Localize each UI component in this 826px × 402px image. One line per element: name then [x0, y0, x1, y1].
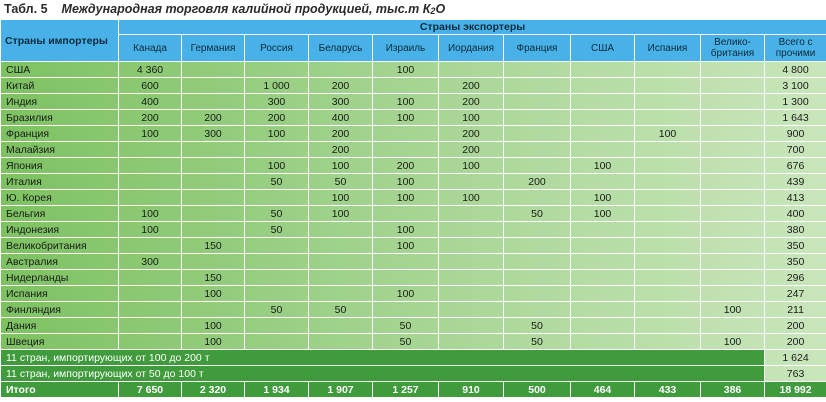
- table-cell: 50: [373, 334, 439, 350]
- table-cell: 200: [245, 110, 309, 126]
- table-cell: [182, 222, 245, 238]
- table-cell: 400: [309, 110, 373, 126]
- total-cell: 7 650: [119, 382, 182, 398]
- table-cell: [309, 318, 373, 334]
- table-cell: [701, 318, 765, 334]
- table-cell: [182, 94, 245, 110]
- table-row: [1, 206, 826, 222]
- table-cell: [119, 334, 182, 350]
- table-cell: 100: [373, 174, 439, 190]
- table-cell: 300: [119, 254, 182, 270]
- table-cell: [635, 190, 701, 206]
- table-cell: 350: [765, 238, 826, 254]
- table-cell: [182, 142, 245, 158]
- aggregate-total: 1 624: [765, 350, 826, 366]
- potash-trade-table: [0, 19, 826, 398]
- table-cell: 676: [765, 158, 826, 174]
- column-header: Канада: [119, 35, 182, 62]
- table-cell: 200: [439, 142, 504, 158]
- table-cell: 200: [439, 126, 504, 142]
- table-cell: 300: [309, 94, 373, 110]
- table-cell: [701, 238, 765, 254]
- table-cell: 100: [373, 62, 439, 78]
- table-cell: [182, 206, 245, 222]
- table-cell: [701, 222, 765, 238]
- importer-country: Япония: [1, 158, 119, 174]
- table-row: [1, 270, 826, 286]
- table-row: [1, 78, 826, 94]
- table-cell: [119, 158, 182, 174]
- importer-country: Индонезия: [1, 222, 119, 238]
- table-cell: [571, 62, 635, 78]
- table-cell: [245, 190, 309, 206]
- aggregate-row: [1, 366, 826, 382]
- column-header: Германия: [182, 35, 245, 62]
- table-cell: 100: [119, 126, 182, 142]
- table-cell: 100: [309, 158, 373, 174]
- table-cell: [571, 302, 635, 318]
- caption-tail: О: [435, 2, 446, 16]
- table-cell: 200: [504, 174, 571, 190]
- table-cell: [182, 158, 245, 174]
- total-cell: 464: [571, 382, 635, 398]
- table-cell: 3 100: [765, 78, 826, 94]
- table-row: [1, 126, 826, 142]
- table-cell: [635, 62, 701, 78]
- table-cell: 100: [119, 222, 182, 238]
- table-cell: [635, 318, 701, 334]
- table-cell: [182, 174, 245, 190]
- table-cell: [245, 286, 309, 302]
- table-cell: [309, 334, 373, 350]
- importer-country: Швеция: [1, 334, 119, 350]
- total-cell: 910: [439, 382, 504, 398]
- table-caption: Международная торговля калийной продукцией, тыс.т К: [61, 2, 431, 16]
- table-cell: 1 000: [245, 78, 309, 94]
- table-cell: [119, 238, 182, 254]
- table-cell: 200: [439, 78, 504, 94]
- table-cell: 600: [119, 78, 182, 94]
- table-title: [0, 0, 826, 19]
- table-cell: [373, 78, 439, 94]
- table-cell: [504, 94, 571, 110]
- table-cell: [635, 334, 701, 350]
- table-cell: 100: [373, 110, 439, 126]
- table-cell: 100: [182, 334, 245, 350]
- table-cell: [701, 270, 765, 286]
- table-cell: 100: [571, 206, 635, 222]
- table-row: [1, 94, 826, 110]
- column-header: Иордания: [439, 35, 504, 62]
- table-cell: 100: [571, 190, 635, 206]
- table-cell: 100: [635, 126, 701, 142]
- table-cell: 100: [245, 158, 309, 174]
- table-cell: [245, 318, 309, 334]
- importer-country: Австралия: [1, 254, 119, 270]
- table-cell: [504, 158, 571, 174]
- table-cell: 100: [571, 158, 635, 174]
- aggregate-row: [1, 350, 826, 366]
- table-cell: [701, 254, 765, 270]
- table-cell: [504, 190, 571, 206]
- table-cell: [635, 78, 701, 94]
- table-cell: 400: [119, 94, 182, 110]
- table-cell: [571, 318, 635, 334]
- table-number: Табл. 5: [4, 2, 48, 16]
- table-cell: [571, 286, 635, 302]
- aggregate-total: 763: [765, 366, 826, 382]
- table-cell: 50: [504, 318, 571, 334]
- table-cell: [635, 158, 701, 174]
- table-cell: 100: [373, 222, 439, 238]
- table-cell: [635, 302, 701, 318]
- table-cell: 50: [245, 302, 309, 318]
- importer-country: Нидерланды: [1, 270, 119, 286]
- table-cell: [635, 94, 701, 110]
- table-cell: 100: [373, 238, 439, 254]
- table-cell: [701, 190, 765, 206]
- table-cell: 296: [765, 270, 826, 286]
- table-cell: [182, 254, 245, 270]
- table-cell: [119, 270, 182, 286]
- table-cell: 100: [309, 190, 373, 206]
- table-cell: [439, 286, 504, 302]
- table-cell: [119, 302, 182, 318]
- table-cell: 50: [245, 206, 309, 222]
- total-row: [1, 382, 826, 398]
- table-cell: [571, 334, 635, 350]
- table-row: [1, 158, 826, 174]
- table-cell: [309, 286, 373, 302]
- table-cell: [504, 78, 571, 94]
- table-cell: [571, 78, 635, 94]
- table-cell: [119, 318, 182, 334]
- table-cell: [504, 270, 571, 286]
- table-cell: [119, 190, 182, 206]
- table-cell: 300: [245, 94, 309, 110]
- table-cell: 100: [119, 206, 182, 222]
- table-cell: 50: [373, 318, 439, 334]
- table-cell: [373, 254, 439, 270]
- table-cell: 1 643: [765, 110, 826, 126]
- caption-subscript: 2: [430, 6, 436, 16]
- table-cell: 100: [309, 206, 373, 222]
- table-cell: [571, 94, 635, 110]
- table-cell: 200: [309, 142, 373, 158]
- table-row: [1, 174, 826, 190]
- table-cell: 300: [182, 126, 245, 142]
- table-cell: 100: [373, 190, 439, 206]
- importer-country: Малайзия: [1, 142, 119, 158]
- importer-country: Китай: [1, 78, 119, 94]
- importer-country: Бразилия: [1, 110, 119, 126]
- table-cell: [504, 254, 571, 270]
- table-cell: 100: [701, 334, 765, 350]
- table-cell: [504, 302, 571, 318]
- table-cell: [119, 286, 182, 302]
- table-cell: [439, 222, 504, 238]
- table-cell: [701, 206, 765, 222]
- aggregate-label: 11 стран, импортирующих от 50 до 100 т: [1, 366, 765, 382]
- importer-country: Италия: [1, 174, 119, 190]
- total-cell: 18 992: [765, 382, 826, 398]
- table-cell: [245, 142, 309, 158]
- table-cell: [119, 142, 182, 158]
- table-cell: [182, 190, 245, 206]
- column-header: Израиль: [373, 35, 439, 62]
- table-cell: [571, 110, 635, 126]
- table-cell: [571, 174, 635, 190]
- table-cell: 200: [119, 110, 182, 126]
- importer-country: Индия: [1, 94, 119, 110]
- table-cell: 100: [439, 158, 504, 174]
- table-cell: [245, 334, 309, 350]
- table-cell: [439, 238, 504, 254]
- table-cell: 4 360: [119, 62, 182, 78]
- table-cell: 200: [765, 318, 826, 334]
- total-cell: 1 257: [373, 382, 439, 398]
- table-body: [1, 62, 826, 398]
- total-cell: 500: [504, 382, 571, 398]
- table-cell: [439, 302, 504, 318]
- table-cell: [635, 174, 701, 190]
- table-cell: [245, 254, 309, 270]
- table-cell: [182, 78, 245, 94]
- table-cell: [245, 238, 309, 254]
- table-cell: 200: [373, 158, 439, 174]
- importer-country: Дания: [1, 318, 119, 334]
- table-row: [1, 238, 826, 254]
- table-cell: [245, 270, 309, 286]
- table-cell: 380: [765, 222, 826, 238]
- table-cell: 100: [439, 190, 504, 206]
- table-cell: 150: [182, 270, 245, 286]
- table-cell: 200: [182, 110, 245, 126]
- table-cell: [571, 270, 635, 286]
- table-cell: [701, 286, 765, 302]
- importer-country: Ю. Корея: [1, 190, 119, 206]
- table-cell: 4 800: [765, 62, 826, 78]
- importer-country: Испания: [1, 286, 119, 302]
- table-cell: [504, 142, 571, 158]
- table-cell: [571, 126, 635, 142]
- table-cell: [504, 286, 571, 302]
- table-row: [1, 302, 826, 318]
- table-cell: 150: [182, 238, 245, 254]
- table-cell: [439, 334, 504, 350]
- table-cell: [373, 270, 439, 286]
- table-cell: 50: [309, 302, 373, 318]
- total-cell: 386: [701, 382, 765, 398]
- table-row: [1, 142, 826, 158]
- table-cell: 200: [765, 334, 826, 350]
- table-cell: 100: [245, 126, 309, 142]
- table-cell: [635, 254, 701, 270]
- table-cell: [439, 62, 504, 78]
- table-cell: 100: [182, 286, 245, 302]
- table-cell: [504, 62, 571, 78]
- table-cell: [504, 126, 571, 142]
- table-cell: 350: [765, 254, 826, 270]
- table-cell: 50: [504, 206, 571, 222]
- total-cell: 433: [635, 382, 701, 398]
- table-cell: [504, 110, 571, 126]
- exporters-header: Страны экспортеры: [119, 20, 826, 35]
- table-cell: [701, 126, 765, 142]
- total-cell: 1 907: [309, 382, 373, 398]
- table-cell: [701, 142, 765, 158]
- total-cell: 1 934: [245, 382, 309, 398]
- importer-country: США: [1, 62, 119, 78]
- column-header-row: [1, 35, 826, 62]
- table-cell: [309, 254, 373, 270]
- table-cell: 200: [309, 126, 373, 142]
- table-cell: [571, 222, 635, 238]
- column-header: Всего с прочими: [765, 35, 826, 62]
- table-row: [1, 222, 826, 238]
- table-cell: [701, 94, 765, 110]
- table-cell: [309, 222, 373, 238]
- table-cell: [635, 238, 701, 254]
- table-cell: [701, 78, 765, 94]
- table-cell: [373, 126, 439, 142]
- table-cell: 100: [439, 110, 504, 126]
- column-header: Испания: [635, 35, 701, 62]
- table-cell: 200: [309, 78, 373, 94]
- table-cell: [439, 254, 504, 270]
- table-cell: 247: [765, 286, 826, 302]
- table-cell: [635, 206, 701, 222]
- table-cell: 413: [765, 190, 826, 206]
- table-cell: 439: [765, 174, 826, 190]
- importer-country: Великобритания: [1, 238, 119, 254]
- table-cell: [701, 158, 765, 174]
- table-row: [1, 254, 826, 270]
- table-cell: 100: [182, 318, 245, 334]
- table-cell: [182, 302, 245, 318]
- table-cell: [571, 238, 635, 254]
- table-cell: [309, 238, 373, 254]
- table-row: [1, 286, 826, 302]
- table-cell: [245, 62, 309, 78]
- table-cell: [635, 286, 701, 302]
- table-cell: 100: [701, 302, 765, 318]
- table-row: [1, 190, 826, 206]
- table-cell: [309, 270, 373, 286]
- table-cell: 50: [309, 174, 373, 190]
- table-row: [1, 334, 826, 350]
- table-cell: 50: [245, 222, 309, 238]
- table-cell: [701, 110, 765, 126]
- table-cell: [439, 318, 504, 334]
- importers-header: Страны импортеры: [1, 20, 119, 62]
- total-cell: 2 320: [182, 382, 245, 398]
- table-row: [1, 318, 826, 334]
- table-cell: [635, 270, 701, 286]
- table-cell: 200: [439, 94, 504, 110]
- table-cell: [182, 62, 245, 78]
- table-cell: 700: [765, 142, 826, 158]
- table-cell: 100: [373, 94, 439, 110]
- column-header: Беларусь: [309, 35, 373, 62]
- importer-country: Финляндия: [1, 302, 119, 318]
- table-row: [1, 110, 826, 126]
- table-cell: [571, 254, 635, 270]
- table-cell: [504, 238, 571, 254]
- table-cell: [635, 142, 701, 158]
- table-cell: [635, 110, 701, 126]
- table-cell: [439, 206, 504, 222]
- table-row: [1, 62, 826, 78]
- table-cell: [504, 222, 571, 238]
- table-cell: [701, 174, 765, 190]
- table-cell: [701, 62, 765, 78]
- table-cell: [635, 222, 701, 238]
- table-cell: 211: [765, 302, 826, 318]
- total-label: Итого: [1, 382, 119, 398]
- column-header: Велико- британия: [701, 35, 765, 62]
- column-header: Франция: [504, 35, 571, 62]
- table-cell: 50: [245, 174, 309, 190]
- table-cell: [439, 174, 504, 190]
- column-header: США: [571, 35, 635, 62]
- table-cell: [309, 62, 373, 78]
- table-cell: 400: [765, 206, 826, 222]
- table-cell: 100: [373, 286, 439, 302]
- table-cell: [571, 142, 635, 158]
- aggregate-label: 11 стран, импортирующих от 100 до 200 т: [1, 350, 765, 366]
- table-cell: [373, 206, 439, 222]
- table-cell: 1 300: [765, 94, 826, 110]
- table-cell: [373, 142, 439, 158]
- table-cell: [373, 302, 439, 318]
- importer-country: Франция: [1, 126, 119, 142]
- table-cell: 900: [765, 126, 826, 142]
- column-header: Россия: [245, 35, 309, 62]
- table-cell: [119, 174, 182, 190]
- table-cell: 50: [504, 334, 571, 350]
- importer-country: Бельгия: [1, 206, 119, 222]
- table-cell: [439, 270, 504, 286]
